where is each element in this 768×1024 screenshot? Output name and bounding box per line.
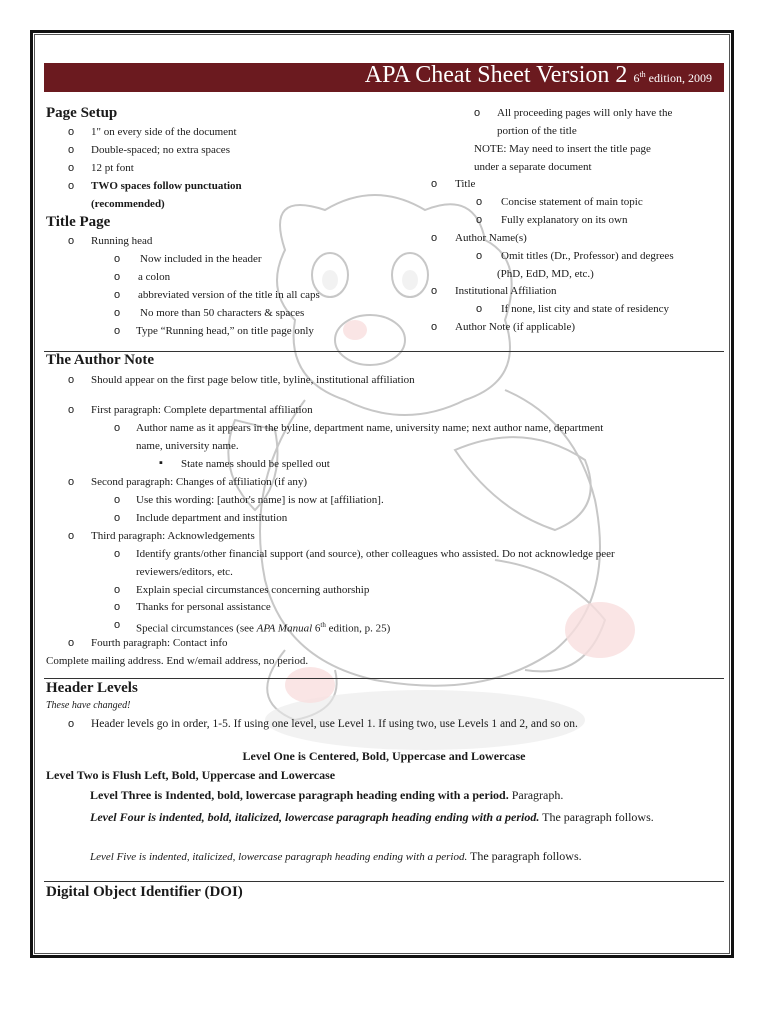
- bullet: o: [68, 162, 75, 174]
- page-setup-item: 12 pt font: [91, 162, 134, 174]
- level-one-example: Level One is Centered, Bold, Uppercase and Lowercase: [242, 749, 526, 763]
- bullet: o: [114, 325, 121, 337]
- running-head-subitem: abbreviated version of the title in all caps: [138, 289, 320, 301]
- proceeding-pages-line: All proceeding pages will only have the: [497, 107, 673, 119]
- author-note-line: Should appear on the first page below title, byline, institutional affiliation: [91, 374, 415, 386]
- bullet: o: [114, 271, 121, 283]
- bullet: o: [114, 494, 121, 506]
- header-levels-heading: Header Levels: [46, 680, 138, 696]
- author-note-line: Thanks for personal assistance: [136, 601, 271, 613]
- author-names-item: Author Name(s): [455, 232, 527, 244]
- page-setup-item: 1" on every side of the document: [91, 126, 237, 138]
- running-head-subitem: No more than 50 characters & spaces: [140, 307, 305, 319]
- title-page-heading: Title Page: [46, 214, 111, 230]
- bullet: o: [68, 180, 75, 192]
- bullet: o: [474, 107, 481, 119]
- bullet: o: [114, 584, 121, 596]
- author-note-line: Use this wording: [author's name] is now at [affiliation].: [136, 494, 384, 506]
- affiliation-subitem: If none, list city and state of residency: [501, 303, 670, 315]
- bullet: o: [114, 548, 121, 560]
- page-setup-item: TWO spaces follow punctuation: [91, 180, 242, 192]
- changed-note: These have changed!: [46, 700, 131, 711]
- author-note-line: Author name as it appears in the byline, department name, university name; next author name, department: [136, 422, 604, 434]
- author-note-line: reviewers/editors, etc.: [136, 566, 233, 578]
- affiliation-item: Institutional Affiliation: [455, 285, 557, 297]
- author-names-subitem: (PhD, EdD, MD, etc.): [497, 268, 594, 280]
- title-subitem: Concise statement of main topic: [501, 196, 643, 208]
- bullet: o: [68, 530, 75, 542]
- bullet: o: [114, 512, 121, 524]
- bullet: o: [114, 253, 121, 265]
- header-levels-desc: Header levels go in order, 1-5. If using one level, use Level 1. If using two, use Levels 1 and 2, and so on.: [91, 718, 578, 730]
- running-head-item: Running head: [91, 235, 153, 247]
- level-four-example: Level Four is indented, bold, italicized, lowercase paragraph heading ending with a period. The paragraph follows.: [90, 810, 654, 824]
- document-title: APA Cheat Sheet Version 2 6th edition, 2009: [364, 62, 712, 88]
- bullet: o: [431, 178, 438, 190]
- running-head-subitem: Type “Running head,” on title page only: [136, 325, 314, 337]
- author-note-line: Explain special circumstances concerning authorship: [136, 584, 370, 596]
- running-head-subitem: a colon: [138, 271, 171, 283]
- bullet: o: [68, 144, 75, 156]
- note-line: under a separate document: [474, 161, 592, 173]
- bullet: o: [476, 250, 483, 262]
- author-note-line: Include department and institution: [136, 512, 288, 524]
- bullet: o: [431, 285, 438, 297]
- author-names-subitem: Omit titles (Dr., Professor) and degrees: [501, 250, 674, 262]
- bullet: o: [68, 637, 75, 649]
- title-item: Title: [455, 178, 476, 190]
- author-note-line: name, university name.: [136, 440, 239, 452]
- author-note-item: Author Note (if applicable): [455, 321, 576, 333]
- bullet: o: [68, 235, 75, 247]
- bullet: o: [68, 126, 75, 138]
- page-setup-heading: Page Setup: [46, 105, 118, 121]
- bullet: o: [476, 196, 483, 208]
- bullet: o: [114, 289, 121, 301]
- running-head-subitem: Now included in the header: [140, 253, 262, 265]
- bullet: ▪: [159, 457, 163, 469]
- level-two-example: Level Two is Flush Left, Bold, Uppercase and Lowercase: [46, 768, 336, 782]
- level-three-example: Level Three is Indented, bold, lowercase paragraph heading ending with a period. Paragraph.: [90, 788, 564, 802]
- author-note-line: Identify grants/other financial support (and source), other colleagues who assisted. Do not acknowledge peer: [136, 548, 615, 560]
- bullet: o: [431, 232, 438, 244]
- bullet: o: [114, 619, 121, 631]
- author-note-line: Second paragraph: Changes of affiliation (if any): [91, 476, 308, 488]
- section-divider: [44, 678, 724, 679]
- title-subitem: Fully explanatory on its own: [501, 214, 628, 226]
- bullet: o: [68, 404, 75, 416]
- author-note-line: First paragraph: Complete departmental affiliation: [91, 404, 313, 416]
- bullet: o: [68, 476, 75, 488]
- note-line: NOTE: May need to insert the title page: [474, 143, 651, 155]
- bullet: o: [114, 601, 121, 613]
- author-note-line: State names should be spelled out: [181, 458, 330, 470]
- bullet: o: [114, 307, 121, 319]
- doi-heading: Digital Object Identifier (DOI): [46, 884, 243, 900]
- author-note-line: Fourth paragraph: Contact info: [91, 637, 228, 649]
- title-banner: [44, 63, 724, 92]
- bullet: o: [68, 718, 75, 730]
- author-note-line: Complete mailing address. End w/email address, no period.: [46, 655, 309, 667]
- section-divider: [44, 881, 724, 882]
- bullet: o: [114, 422, 121, 434]
- author-note-line: Special circumstances (see APA Manual 6th edition, p. 25): [136, 621, 391, 635]
- proceeding-pages-line: portion of the title: [497, 125, 577, 137]
- bullet: o: [476, 303, 483, 315]
- bullet: o: [476, 214, 483, 226]
- bullet: o: [68, 374, 75, 386]
- bullet: o: [431, 321, 438, 333]
- level-five-example: Level Five is indented, italicized, lowercase paragraph heading ending with a period. The paragraph follows.: [90, 849, 582, 863]
- author-note-line: Third paragraph: Acknowledgements: [91, 530, 255, 542]
- page-setup-item: (recommended): [91, 198, 165, 210]
- page-setup-item: Double-spaced; no extra spaces: [91, 144, 230, 156]
- author-note-heading: The Author Note: [46, 352, 155, 368]
